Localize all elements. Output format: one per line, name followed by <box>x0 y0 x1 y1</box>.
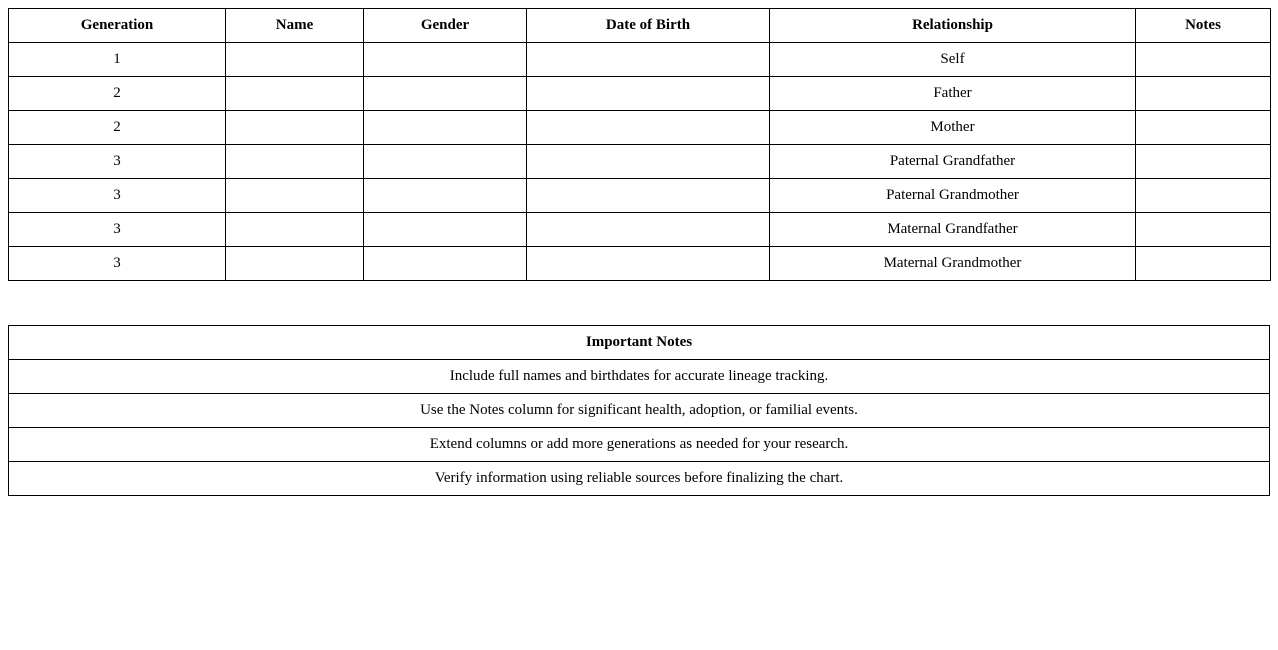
cell-name <box>226 213 364 247</box>
cell-date-of-birth <box>527 43 770 77</box>
header-row <box>9 9 1271 43</box>
cell-generation: 3 <box>9 145 226 179</box>
cell-gender <box>364 213 527 247</box>
note-row <box>9 428 1270 462</box>
cell-gender <box>364 77 527 111</box>
note-row <box>9 462 1270 496</box>
note-text: Include full names and birthdates for accurate lineage tracking. <box>9 360 1270 394</box>
notes-title: Important Notes <box>9 326 1270 360</box>
table-row <box>9 247 1271 281</box>
table-row <box>9 213 1271 247</box>
cell-relationship: Mother <box>770 111 1136 145</box>
column-header-name: Name <box>226 9 364 43</box>
cell-relationship: Paternal Grandmother <box>770 179 1136 213</box>
cell-generation: 3 <box>9 213 226 247</box>
table-row <box>9 43 1271 77</box>
note-text: Extend columns or add more generations as needed for your research. <box>9 428 1270 462</box>
cell-generation: 2 <box>9 111 226 145</box>
cell-gender <box>364 179 527 213</box>
cell-date-of-birth <box>527 213 770 247</box>
cell-notes <box>1136 145 1271 179</box>
note-row <box>9 360 1270 394</box>
cell-date-of-birth <box>527 111 770 145</box>
column-header-notes: Notes <box>1136 9 1271 43</box>
column-header-gender: Gender <box>364 9 527 43</box>
cell-relationship: Self <box>770 43 1136 77</box>
cell-generation: 3 <box>9 247 226 281</box>
cell-relationship: Maternal Grandfather <box>770 213 1136 247</box>
cell-name <box>226 145 364 179</box>
column-header-generation: Generation <box>9 9 226 43</box>
cell-notes <box>1136 111 1271 145</box>
note-text: Verify information using reliable sources before finalizing the chart. <box>9 462 1270 496</box>
table-row <box>9 111 1271 145</box>
lineage-table-body <box>9 43 1271 281</box>
cell-relationship: Paternal Grandfather <box>770 145 1136 179</box>
column-header-relationship: Relationship <box>770 9 1136 43</box>
cell-gender <box>364 111 527 145</box>
cell-date-of-birth <box>527 179 770 213</box>
cell-name <box>226 77 364 111</box>
cell-name <box>226 247 364 281</box>
note-text: Use the Notes column for significant health, adoption, or familial events. <box>9 394 1270 428</box>
cell-date-of-birth <box>527 77 770 111</box>
lineage-table-header <box>9 9 1271 43</box>
cell-name <box>226 43 364 77</box>
cell-date-of-birth <box>527 247 770 281</box>
cell-notes <box>1136 77 1271 111</box>
column-header-date-of-birth: Date of Birth <box>527 9 770 43</box>
cell-gender <box>364 247 527 281</box>
important-notes-table <box>8 325 1270 496</box>
table-row <box>9 179 1271 213</box>
notes-table-header <box>9 326 1270 360</box>
cell-generation: 1 <box>9 43 226 77</box>
cell-notes <box>1136 247 1271 281</box>
cell-generation: 3 <box>9 179 226 213</box>
cell-gender <box>364 43 527 77</box>
family-lineage-table <box>8 8 1271 281</box>
cell-relationship: Father <box>770 77 1136 111</box>
cell-name <box>226 111 364 145</box>
table-row <box>9 77 1271 111</box>
cell-gender <box>364 145 527 179</box>
cell-relationship: Maternal Grandmother <box>770 247 1136 281</box>
cell-generation: 2 <box>9 77 226 111</box>
notes-header-row <box>9 326 1270 360</box>
cell-name <box>226 179 364 213</box>
table-row <box>9 145 1271 179</box>
cell-notes <box>1136 43 1271 77</box>
notes-table-body <box>9 360 1270 496</box>
cell-date-of-birth <box>527 145 770 179</box>
note-row <box>9 394 1270 428</box>
cell-notes <box>1136 179 1271 213</box>
cell-notes <box>1136 213 1271 247</box>
